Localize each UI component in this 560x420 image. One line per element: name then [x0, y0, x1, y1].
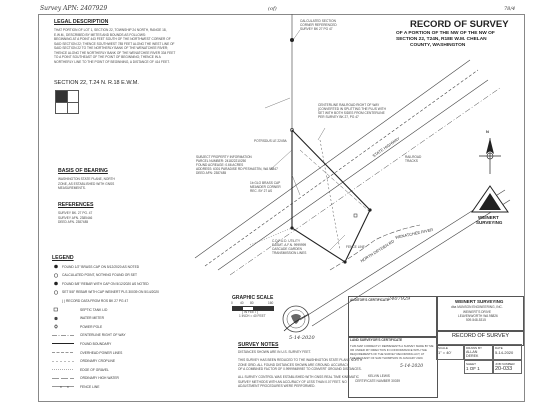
railroad-label: CENTERLINE RAILROAD RIGHT OF WAY [318, 103, 380, 107]
legend-item-label: EDGE OF GRAVEL [80, 367, 109, 372]
header-page-mark: (of) [268, 6, 277, 12]
state-highway-label: STATE HIGHWAY [371, 135, 401, 159]
company-addr: LEAVENWORTH WA 98826 [458, 314, 498, 318]
legend-item-label: FOUND BOUNDARY [80, 341, 112, 346]
checked-cell-value: DEREK [466, 354, 479, 358]
legend-item-label: SEPTIC TANK LID [80, 307, 108, 312]
surveyor-text: REQUIREMENTS OF THE SURVEY RECORDING ACT, AT [350, 352, 425, 356]
surveyor-text: OR UNDER MY DIRECTION IN CONFORMANCE WITH THE [350, 348, 427, 352]
railroad-label: PER SURVEY BK 27, PG 47 [318, 115, 359, 119]
survey-note-line: OF A COMBINED FACTOR OF 0.99999489987 TO CONVERT GROUND DISTANCES. [238, 367, 362, 371]
date-cell [493, 344, 522, 360]
company-logo-text: SURVEYING [476, 220, 503, 225]
utility-label: CASCADE GARDEN [272, 247, 302, 251]
legal-line: NORTHERLY LINE TO THE POINT OF BEGINNING, A DISTANCE OF 414 FEET. [54, 59, 170, 64]
basis-of-bearing-title: BASIS OF BEARING [58, 168, 108, 174]
company-sub: dba MUNSON ENGINEERING, INC. [451, 305, 503, 309]
date-cell-label: DATE [495, 346, 503, 350]
sheet-cell-label: SHEET [466, 362, 477, 366]
job-cell-label: JOB NUMBER [495, 362, 515, 366]
auditor-afn: 2407929 [388, 296, 411, 302]
scale-mark: 0 [231, 301, 233, 305]
legend-item-label: POWER POLE [80, 324, 103, 329]
subject-property-label: SUBJECT PROPERTY INFORMATION [196, 155, 252, 159]
railroad-label: (CONVERTED IN SPLITTING THE PLUS WITH [318, 107, 386, 111]
legend-item-label: CENTERLINE RIGHT OF WAY [80, 333, 126, 338]
survey-note-line: SURVEY METHODS WITH AN ACCURACY OF LESS THAN 0.07 FEET. NO [238, 379, 347, 384]
company-logo [470, 184, 510, 214]
scale-cell-value: 1" = 40' [438, 350, 452, 355]
survey-note-line: ALL SURVEY CONTROL WAS ESTABLISHED WITH GNSS REAL TIME KINEMATIC [238, 375, 359, 379]
potrs-label: POTRSDUS LE 2249A [254, 139, 287, 143]
drawn-cell-label: DRAWN BY [466, 346, 483, 350]
legend-item-label: ORDINARY CROPLINE [80, 359, 116, 364]
brass-cap-label: MEANDER CORNER [250, 185, 281, 189]
subject-property-label: ADDRESS: 6301 PARADISE RD PESHASTIN, WA 98847 [196, 167, 278, 171]
reference-line: DEED AFN. 2387485 [58, 220, 89, 224]
north-arrow-label: N [486, 129, 489, 134]
seal-signature-date: 5-14-2020 [289, 335, 315, 341]
surveyor-cert: CERTIFICATE NUMBER 30039 [355, 379, 401, 383]
subject-property-label: PARCEL NUMBER: 241822210250 [196, 159, 247, 163]
calc-corner-label: SURVEY BK 27 PG 47 [300, 27, 333, 31]
legend-item-label: CALCULATED POINT, NOTHING FOUND OR SET [62, 273, 138, 278]
legend-item-label: FENCE LINE [80, 384, 100, 389]
basis-line: ZONE, AS ESTABLISHED WITH GNSS [58, 181, 115, 186]
survey-note-line: ADJUSTMENT PROCEDURES WERE PERFORMED. [238, 384, 316, 388]
legal-description-title: LEGAL DESCRIPTION [54, 19, 109, 25]
utility-label: TRANSMISSION LINES [272, 251, 307, 255]
sheet-cell [464, 360, 493, 374]
survey-subtitle: SECTION 22, T24N, R18E W.M. CHELAN [396, 37, 487, 42]
utility-label: EASMT. A.F.N. 9999999 [272, 243, 307, 247]
company-logo-text: WEINERT [478, 215, 499, 220]
scale-mark: 40 [240, 301, 244, 305]
job-cell-value: 20-033 [495, 366, 513, 372]
legend-title: LEGEND [52, 255, 74, 261]
references-title: REFERENCES [58, 202, 94, 208]
drawn-cell-value: ALLAN [466, 350, 478, 354]
company-addr: WEINERT'S DRIVE [463, 310, 492, 314]
brass-cap-label: REC. BY 27 AS [250, 189, 273, 193]
graphic-scale-title: GRAPHIC SCALE [232, 295, 274, 301]
surveyor-signature-date: 5-14-2020 [400, 364, 424, 369]
road-label: NORTH DRYDEN RD [359, 238, 396, 264]
river-label: WENATCHEE RIVER [394, 226, 434, 240]
calc-corner-label: CORNER REFERENCED [300, 23, 337, 27]
brass-cap-label: 1b GLO BRASS CAP [250, 181, 281, 185]
scale-units: ( IN FEET ) [242, 310, 259, 314]
legend-item-label: ( ) RECORD DATA FROM ROS BK 27 PG 47 [62, 298, 129, 303]
legal-line: TO A POINT SOUTHEAST OF THE POINT OF BEGINNING; THENCE IN A [54, 55, 161, 59]
reference-line: SURVEY BK. 27 PG. 47 [58, 211, 93, 215]
survey-notes-title: SURVEY NOTES [238, 342, 279, 348]
legend-item-label: FOUND 5/8" REBAR WITH CAP ON 5/12/2020 AS NOTED [62, 281, 149, 286]
scale-mark: 80 [250, 301, 254, 305]
legal-line: BEGINNING AT A POINT 443 FEET SOUTH OF THE NORTHWEST CORNER OF [54, 37, 171, 41]
survey-note-line: ZONE GRID. ALL FOUND DISTANCES SHOWN ARE GROUND. ACCURACY [238, 362, 349, 367]
basis-line: WASHINGTON STATE PLANE, NORTH [58, 177, 115, 181]
railroad-tracks-label: RAILROAD [405, 155, 422, 159]
date-cell-value: 5-14-2020 [495, 350, 514, 355]
legend-item-label: OVERHEAD POWER LINES [80, 350, 123, 355]
legal-line: SAID SECTION 22; THENCE SOUTHWEST 785 FEET ALONG THE WEST LINE OF [54, 41, 175, 46]
job-cell [493, 360, 522, 374]
calc-corner-label: CALCULATED SECTION [300, 19, 336, 23]
utility-label: C.D.P.U.D. UTILITY [272, 239, 301, 243]
surveyor-text: THE REQUEST OF SAM THOMPSON IN JANUARY 2020. [350, 356, 424, 360]
scale-ratio: 1 INCH = 40 FEET [239, 314, 266, 318]
fence-label: FENCE LINE [346, 245, 365, 249]
svg-text:x: x [67, 385, 69, 390]
company-name: WEINERT SURVEYING [455, 299, 504, 304]
drawing-title: RECORD OF SURVEY [452, 333, 510, 339]
basis-line: MEASUREMENTS. [58, 186, 86, 190]
legal-line: SAID SECTION 22 TO THE NORTHERLY BANK OF THE WENATCHEE RIVER; [54, 46, 169, 50]
auditor-title: AUDITOR'S CERTIFICATE [350, 298, 390, 302]
legend-item-label: SET 5/8" REBAR WITH CAP WEINERT PLS 30039 ON 5/14/2020 [62, 290, 159, 295]
legal-line: THAT PORTION OF LOT 1, SECTION 22, TOWNSHIP 24 NORTH, RANGE 18, [54, 28, 167, 32]
survey-subtitle: OF A PORTION OF THE NW OF THE NW OF [396, 31, 495, 36]
survey-title: RECORD OF SURVEY [410, 19, 509, 30]
surveyor-title: LAND SURVEYOR'S CERTIFICATE [350, 338, 403, 342]
reference-line: SURVEY AFN. 2385446 [58, 215, 93, 220]
scale-cell-label: SCALE [438, 346, 448, 350]
north-arrow-icon [478, 136, 502, 176]
company-addr: 509-548-5315 [466, 318, 486, 322]
surveyor-text: THIS MAP CORRECTLY REPRESENTS A SURVEY MADE BY ME [350, 344, 434, 348]
scale-mark: 160 [268, 301, 274, 305]
surveyor-name: KELVIN LEWIS [368, 374, 390, 378]
legend-item-label: ORDINARY HIGH WATER [80, 376, 119, 381]
railroad-label: SET WITH BOTH SIDES FROM CENTERLINE [318, 111, 385, 115]
railroad-tracks-label: TRACKS [405, 159, 418, 163]
legend-item-label: WATER METER [80, 316, 104, 321]
svg-text:x: x [60, 385, 62, 390]
subject-property-label: FOUND ACREAGE: 0.66 ACRES [196, 163, 244, 167]
auditor-box [348, 296, 438, 338]
survey-subtitle: COUNTY, WASHINGTON [410, 43, 466, 48]
scale-cell [436, 344, 464, 360]
survey-note-line: THIS SURVEY HAS BEEN REDUCED TO THE WASHINGTON STATE PLANE NORTH [238, 358, 363, 362]
section-label: SECTION 22, T.24 N. R.18 E.W.M. [54, 80, 139, 86]
drawn-cell [464, 344, 493, 360]
sheet-cell-value: 1 OF 1 [466, 366, 480, 371]
legal-line: E.W.M., DESCRIBED BY METES AND BOUNDS AS FOLLOWS: [54, 32, 146, 37]
survey-note-line: DISTANCES SHOWN ARE IN U.S. SURVEY FEET. [238, 350, 311, 354]
subject-property-label: DEED AFN: 2387485 [196, 171, 227, 175]
header-handwritten-note: Survey APN: 2407929 [40, 5, 108, 12]
header-corner-note: 78/4 [504, 6, 516, 12]
legend-item-label: FOUND 1/2" BRASS CAP ON 5/12/2020 AS NOTED [62, 264, 140, 269]
legal-line: THENCE ALONG THE NORTHERLY BANK OF THE WENATCHEE RIVER 334 FEET [54, 50, 176, 55]
